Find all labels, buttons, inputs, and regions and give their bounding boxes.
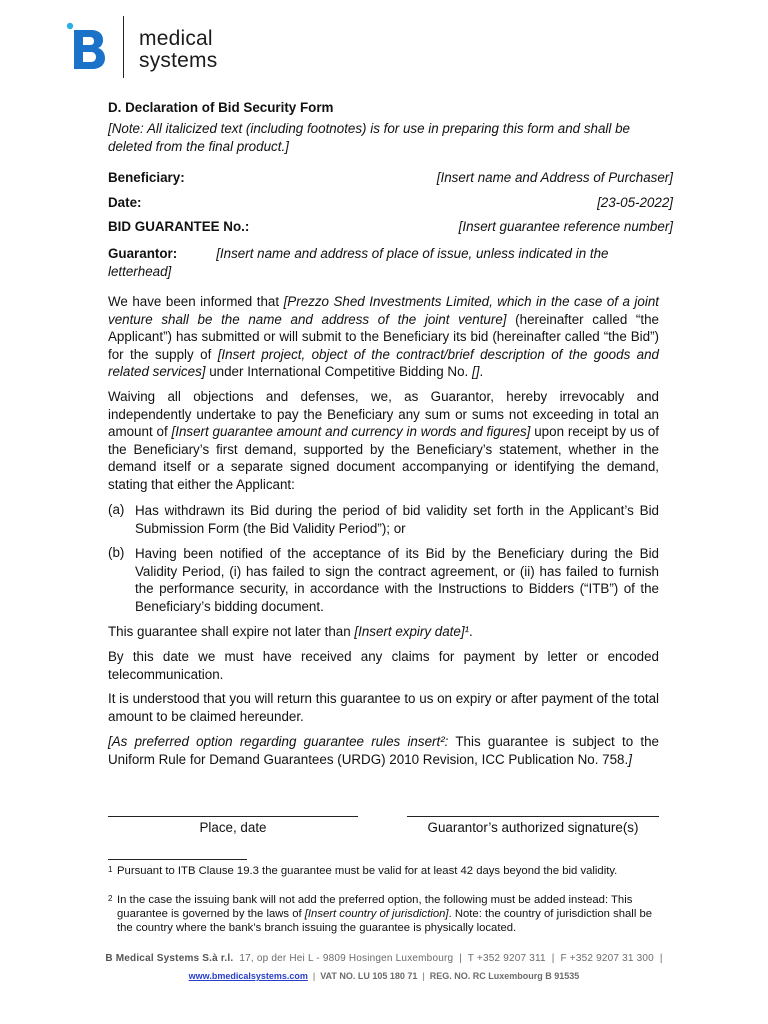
footer-company-line: B Medical Systems S.à r.l. 17, op der Hei L - 9809 Hosingen Luxembourg | T +352 9207 311 | F +352 9207 31 300 | — [105, 953, 663, 964]
website-link[interactable]: www.bmedicalsystems.com — [188, 971, 308, 981]
footnote-separator — [108, 859, 247, 860]
footnote-2-mark: 2 — [108, 894, 113, 903]
logo-word-systems: systems — [139, 49, 218, 72]
footnote-1-text: Pursuant to ITB Clause 19.3 the guarantee must be valid for at least 42 days beyond the bid validity. — [117, 865, 618, 877]
footnote-1-mark: 1 — [108, 865, 113, 874]
footer-reg: REG. NO. RC Luxembourg B 91535 — [429, 971, 580, 981]
guarantor-label: Guarantor: — [108, 246, 178, 261]
beneficiary-value: [Insert name and Address of Purchaser] — [436, 170, 673, 185]
footer-vat: VAT NO. LU 105 180 71 — [320, 971, 418, 981]
footnote-2-text: In the case the issuing bank will not add the preferred option, the following must be added instead: This guarantee is governed by the laws of [Insert country of jurisdiction]. Note: the country of jurisdiction shall be the country where the bank’s branch issuing the guarantee is physically located. — [117, 894, 653, 934]
guarantor-signature-line — [407, 816, 659, 817]
guarantor-value: [Insert name and address of place of issue, unless indicated in the letterhead] — [108, 246, 609, 279]
footer-phone: T +352 9207 311 — [467, 953, 546, 964]
item-b-text: Having been notified of the acceptance of its Bid by the Beneficiary during the Bid Validity Period, (i) has failed to sign the contract agreement, or (ii) has failed to furnish the performance security, in accordance with the Instructions to Bidders (“ITB”) of the Beneficiary’s bidding document. — [135, 546, 659, 614]
footnote-1 — [108, 864, 653, 878]
footer-web-line: www.bmedicalsystems.com | VAT NO. LU 105 180 71 | REG. NO. RC Luxembourg B 91535 — [188, 971, 580, 981]
footer-company-name: B Medical Systems S.à r.l. — [105, 953, 234, 964]
beneficiary-label: Beneficiary: — [108, 170, 185, 185]
expire-paragraph: This guarantee shall expire not later than [Insert expiry date]¹. — [108, 624, 473, 639]
logo-word-medical: medical — [139, 27, 213, 50]
item-a-text: Has withdrawn its Bid during the period of bid validity set forth in the Applicant’s Bid Submission Form (the Bid Validity Period”); or — [135, 503, 659, 536]
logo-divider — [123, 16, 124, 78]
footer-address: 17, op der Hei L - 9809 Hosingen Luxembourg — [239, 953, 454, 964]
by-date-paragraph: By this date we must have received any claims for payment by letter or encoded telecommunication. — [108, 649, 659, 682]
guarantor-block — [108, 245, 653, 280]
date-value: [23-05-2022] — [597, 195, 673, 210]
b-medical-logo-icon — [66, 22, 110, 70]
form-note: [Note: All italicized text (including footnotes) is for use in preparing this form and shall be deleted from the final product.] — [108, 121, 630, 154]
item-b-letter: (b) — [108, 545, 125, 560]
understood-paragraph: It is understood that you will return this guarantee to us on expiry or after payment of the total amount to be claimed hereunder. — [108, 691, 659, 724]
footnote-2 — [108, 893, 653, 935]
item-a-letter: (a) — [108, 502, 125, 517]
preferred-option-paragraph: [As preferred option regarding guarantee rules insert²: This guarantee is subject to the Uniform Rule for Demand Guarantees (URDG) 2010 Revision, ICC Publication No. 758.] — [108, 734, 659, 767]
intro-paragraph: We have been informed that [Prezzo Shed Investments Limited, which in the case of a joint venture shall be the name and address of the joint venture] (hereinafter called “the Applicant”) has submitted or will submit to the Beneficiary its bid (hereinafter called “the Bid”) for the supply of [Insert project, object of the contract/brief description of the goods and related services] under International Competitive Bidding No. []. — [108, 294, 660, 380]
waiving-paragraph: Waiving all objections and defenses, we, as Guarantor, hereby irrevocably and independently undertake to pay the Beneficiary any sum or sums not exceeding in total an amount of [Insert guarantee amount and currency in words and figures] upon receipt by us of the Beneficiary’s first demand, supported by the Beneficiary’s statement, whether in the demand itself or a separate signed document accompanying or identifying the demand, stating that either the Applicant: — [108, 389, 659, 492]
footer-fax: F +352 9207 31 300 — [560, 953, 654, 964]
bid-guarantee-label: BID GUARANTEE No.: — [108, 219, 250, 234]
date-label: Date: — [108, 195, 142, 210]
bid-guarantee-value: [Insert guarantee reference number] — [458, 219, 673, 234]
guarantor-signature-label: Guarantor’s authorized signature(s) — [427, 820, 639, 835]
place-date-signature-line — [108, 816, 358, 817]
form-heading: D. Declaration of Bid Security Form — [108, 100, 334, 115]
place-date-label: Place, date — [199, 820, 267, 835]
